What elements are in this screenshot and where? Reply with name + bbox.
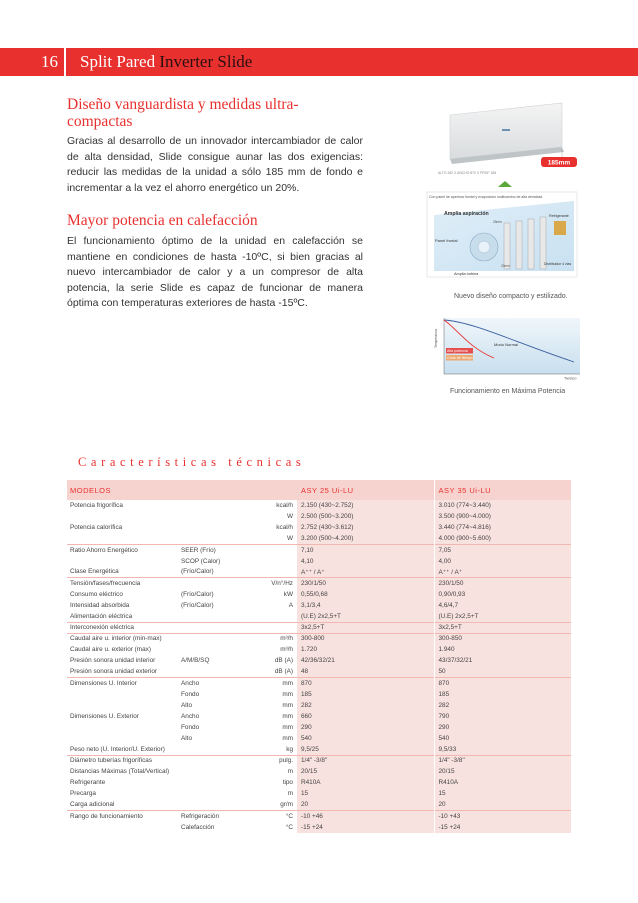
- spec-value-model2: -10 +43: [434, 811, 571, 822]
- spec-value-model2: 20: [434, 800, 571, 811]
- title-part-b: Inverter Slide: [159, 52, 253, 71]
- spec-value-model2: 870: [434, 678, 571, 689]
- high-power-label: Alta potencia: [447, 349, 468, 354]
- spec-value-model1: -15 +24: [297, 822, 434, 833]
- spec-row: [67, 544, 571, 555]
- spec-row: [67, 777, 571, 788]
- spec-row: [67, 655, 571, 666]
- spec-unit: W: [286, 513, 293, 521]
- spec-sublabel: Refrigeración: [179, 811, 239, 822]
- spec-row: [67, 711, 571, 722]
- spec-sublabel: [179, 788, 239, 799]
- dim-b-label: 20mm: [501, 264, 510, 268]
- spec-sublabel: Ancho: [181, 712, 200, 720]
- spec-label: [67, 822, 179, 833]
- spec-value-model1: 9,5/25: [297, 744, 434, 755]
- spec-value-model1: 0,55/0,68: [297, 589, 434, 600]
- spec-label: Caudal aire u. exterior (max): [70, 646, 151, 654]
- spec-label: Rango de funcionamiento: [67, 811, 179, 822]
- specs-table: [67, 480, 571, 833]
- page-title: [80, 48, 252, 76]
- spec-unit: dB (A): [274, 657, 293, 665]
- coil-1: [504, 223, 510, 269]
- spec-sublabel: [179, 622, 239, 633]
- spec-label: Caudal aire u. interior (min-max): [67, 633, 179, 644]
- spec-unit: kcal/h: [276, 524, 293, 532]
- spec-label: Potencia frigorífica: [70, 502, 123, 510]
- spec-unit: tipo: [282, 779, 293, 787]
- spec-value-model2: 4,00: [434, 555, 571, 566]
- spec-unit: kW: [283, 590, 293, 598]
- spec-row: [67, 678, 571, 689]
- spec-value-model1: 15: [297, 788, 434, 799]
- spec-value-model2: 230/1/50: [434, 578, 571, 589]
- spec-label: Alimentación eléctrica: [70, 612, 133, 620]
- spec-value-model1: (U.E) 2x2,5+T: [297, 611, 434, 622]
- spec-unit: mm: [282, 701, 293, 709]
- spec-value-model2: A⁺⁺ / A⁺: [434, 567, 571, 578]
- spec-value-model2: 7,05: [434, 544, 571, 555]
- spec-value-model2: 9,5/33: [434, 744, 571, 755]
- spec-value-model1: 1/4" -3/8": [297, 755, 434, 766]
- spec-sublabel: (Frío/Calor): [181, 601, 214, 609]
- spec-sublabel: Ancho: [179, 678, 239, 689]
- spec-unit: mm: [282, 712, 293, 720]
- spec-value-model1: 48: [297, 666, 434, 677]
- spec-unit: mm: [282, 690, 293, 698]
- section1-heading-line2: compactas: [67, 113, 133, 130]
- spec-label: [67, 555, 179, 566]
- spec-unit: pulg.: [239, 755, 297, 766]
- spec-label: Dimensiones U. Interior: [67, 678, 179, 689]
- spec-value-model1: 4,10: [297, 555, 434, 566]
- spec-value-model2: 3x2,5+T: [434, 622, 571, 633]
- spec-sublabel: (Frío/Calor): [181, 568, 214, 576]
- models-label: MODELOS: [67, 480, 297, 500]
- spec-row: [67, 600, 571, 611]
- spec-label: [67, 511, 179, 522]
- spec-sublabel: [179, 511, 239, 522]
- spec-row: [67, 500, 571, 511]
- spec-label: [67, 722, 179, 733]
- spec-row: [67, 788, 571, 799]
- section1-paragraph: Gracias al desarrollo de un innovador intercambiador de calor de alta densidad, Slide consigue aunar las dos exigencias: reducir las medidas de la unidad a sólo 185 mm de fondo e incrementar a la vez el ahorro energético un 20%.: [67, 135, 363, 194]
- spec-unit: m³/h: [280, 646, 293, 654]
- spec-value-model1: 540: [297, 733, 434, 744]
- spec-unit: gr/m: [280, 801, 293, 809]
- spec-value-model1: 2.500 (500~3.200): [297, 511, 434, 522]
- spec-row: [67, 733, 571, 744]
- spec-label: [67, 733, 179, 744]
- spec-row: [67, 822, 571, 833]
- specs-header-row: [67, 480, 571, 500]
- spec-unit: [239, 544, 297, 555]
- spec-row: [67, 611, 571, 622]
- spec-value-model2: 300-850: [434, 633, 571, 644]
- spec-value-model2: 1/4" -3/8": [434, 755, 571, 766]
- distributor-label: Distribuidor 4 vías: [544, 262, 572, 266]
- spec-value-model1: R410A: [297, 777, 434, 788]
- spec-label: Ratio Ahorro Energético: [67, 544, 179, 555]
- spec-value-model1: 185: [297, 689, 434, 700]
- coil-3: [528, 219, 534, 269]
- spec-row: [67, 744, 571, 755]
- spec-row: [67, 578, 571, 589]
- spec-value-model2: 3.500 (900~4.000): [434, 511, 571, 522]
- spec-label: Distancias Máximas (Total/Vertical): [70, 768, 170, 776]
- spec-value-model2: 3.440 (774~4.816): [434, 522, 571, 533]
- spec-unit: [239, 611, 297, 622]
- temperature-chart: [434, 318, 580, 380]
- figure2-caption: Funcionamiento en Máxima Potencia: [450, 388, 566, 395]
- spec-value-model2: 20/15: [434, 766, 571, 777]
- spec-sublabel: Fondo: [181, 723, 200, 731]
- spec-label: Tensión/fases/frecuencia: [67, 578, 179, 589]
- spec-value-model2: 1.940: [434, 644, 571, 655]
- spec-row: [67, 766, 571, 777]
- spec-unit: mm: [239, 678, 297, 689]
- spec-value-model1: -10 +46: [297, 811, 434, 822]
- spec-sublabel: [179, 500, 239, 511]
- spec-row: [67, 644, 571, 655]
- spec-sublabel: A/M/B/SQ: [181, 657, 210, 665]
- spec-unit: m: [287, 768, 293, 776]
- spec-sublabel: [179, 766, 239, 777]
- spec-value-model1: 20: [297, 800, 434, 811]
- spec-sublabel: [179, 744, 239, 755]
- spec-sublabel: [179, 777, 239, 788]
- spec-sublabel: [179, 800, 239, 811]
- spec-value-model1: 290: [297, 722, 434, 733]
- spec-row: [67, 811, 571, 822]
- spec-value-model2: 790: [434, 711, 571, 722]
- spec-sublabel: Alto: [181, 701, 193, 709]
- spec-row: [67, 567, 571, 578]
- spec-row: [67, 755, 571, 766]
- spec-unit: [239, 567, 297, 578]
- spec-value-model1: 3.200 (500~4.200): [297, 533, 434, 544]
- spec-sublabel: [179, 633, 239, 644]
- page-number: 16: [35, 48, 66, 76]
- spec-unit: kcal/h: [276, 502, 293, 510]
- spec-value-model1: A⁺⁺ / A⁺: [297, 567, 434, 578]
- turbine-label: Amplia turbina: [454, 272, 479, 276]
- spec-label: Peso neto (U. Interior/U. Exterior): [70, 745, 165, 753]
- spec-unit: kg: [286, 745, 293, 753]
- spec-row: [67, 511, 571, 522]
- spec-value-model1: 42/36/32/21: [297, 655, 434, 666]
- specs-title: Características técnicas: [78, 455, 306, 469]
- spec-value-model1: 3x2,5+T: [297, 622, 434, 633]
- spec-sublabel: [179, 666, 239, 677]
- spec-label: Diámetro tuberías frigoríficas: [67, 755, 179, 766]
- spec-label: Clase Energética: [70, 568, 119, 576]
- spec-sublabel: [179, 522, 239, 533]
- spec-label: Carga adicional: [70, 801, 115, 809]
- spec-row: [67, 800, 571, 811]
- spec-row: [67, 722, 571, 733]
- spec-sublabel: SEER (Frío): [179, 544, 239, 555]
- product-figure: [424, 95, 580, 305]
- spec-label: [67, 700, 179, 711]
- spec-unit: °C: [285, 823, 293, 831]
- spec-unit: [239, 555, 297, 566]
- spec-label: [67, 533, 179, 544]
- section2-heading: Mayor potencia en calefacción: [67, 212, 258, 229]
- spec-row: [67, 633, 571, 644]
- spec-unit: A: [288, 601, 293, 609]
- spec-value-model2: -15 +24: [434, 822, 571, 833]
- spec-value-model1: 282: [297, 700, 434, 711]
- spec-label: Presión sonora unidad interior: [70, 657, 156, 665]
- spec-row: [67, 555, 571, 566]
- spec-label: Consumo eléctrico: [70, 590, 123, 598]
- spec-unit: m³/h: [239, 633, 297, 644]
- spec-sublabel: Alto: [181, 735, 193, 743]
- model2-name: ASY 35 Ui-LU: [434, 480, 571, 500]
- spec-value-model1: 2.150 (430~2.752): [297, 500, 434, 511]
- header-bar: [0, 48, 638, 76]
- spec-value-model2: 43/37/32/21: [434, 655, 571, 666]
- spec-unit: V/n°/Hz: [239, 578, 297, 589]
- dim-a-label: 25mm: [493, 220, 502, 224]
- spec-row: [67, 533, 571, 544]
- section1-heading: [67, 96, 299, 130]
- spec-sublabel: [179, 578, 239, 589]
- wide-intake-label: Amplia aspiración: [444, 211, 489, 217]
- spec-sublabel: [179, 644, 239, 655]
- spec-sublabel: Fondo: [181, 690, 200, 698]
- spec-value-model1: 300-800: [297, 633, 434, 644]
- spec-row: [67, 666, 571, 677]
- front-panel-label: Panel frontal: [435, 238, 458, 243]
- y-axis-label: Temperatura: [434, 328, 438, 348]
- model1-name: ASY 25 Ui-LU: [297, 480, 434, 500]
- spec-value-model2: 185: [434, 689, 571, 700]
- green-arrow-icon: [498, 181, 512, 187]
- spec-row: [67, 700, 571, 711]
- distributor-icon: [554, 221, 566, 235]
- spec-row: [67, 522, 571, 533]
- spec-value-model2: 3.010 (774~3.440): [434, 500, 571, 511]
- spec-row: [67, 622, 571, 633]
- spec-label: Refrigerante: [70, 779, 106, 787]
- spec-sublabel: [179, 611, 239, 622]
- product-illustration: [424, 95, 580, 305]
- spec-value-model2: 282: [434, 700, 571, 711]
- diagram-note: Con panel de apertura frontal y evaporador multicamino de alta densidad.: [429, 195, 544, 199]
- spec-value-model2: 0,90/0,93: [434, 589, 571, 600]
- depth-badge-text: 185mm: [547, 159, 571, 167]
- spec-value-model2: 290: [434, 722, 571, 733]
- title-part-a: Split Pared: [80, 52, 160, 71]
- coil-2: [516, 221, 522, 269]
- dimensions-small-label: ALTO 262 X ANCHO 870 X PROF 185: [438, 171, 497, 175]
- spec-label: Presión sonora unidad exterior: [70, 668, 158, 676]
- spec-value-model2: 4,6/4,7: [434, 600, 571, 611]
- spec-unit: mm: [282, 735, 293, 743]
- spec-value-model1: 20/15: [297, 766, 434, 777]
- spec-value-model1: 1.720: [297, 644, 434, 655]
- spec-label: Dimensiones U. Exterior: [70, 712, 139, 720]
- spec-value-model1: 230/1/50: [297, 578, 434, 589]
- spec-value-model1: 3,1/3,4: [297, 600, 434, 611]
- spec-value-model1: 7,10: [297, 544, 434, 555]
- x-axis-label: Tiempo: [564, 376, 577, 380]
- spec-row: [67, 689, 571, 700]
- spec-value-model2: (U.E) 2x2,5+T: [434, 611, 571, 622]
- spec-value-model2: 50: [434, 666, 571, 677]
- spec-unit: mm: [282, 723, 293, 731]
- spec-unit: [239, 622, 297, 633]
- spec-unit: °C: [239, 811, 297, 822]
- spec-unit: m: [287, 790, 293, 798]
- spec-value-model1: 660: [297, 711, 434, 722]
- spec-unit: dB (A): [274, 668, 293, 676]
- spec-label: Intensidad absorbida: [70, 601, 130, 609]
- spec-label: [67, 689, 179, 700]
- spec-value-model2: 15: [434, 788, 571, 799]
- spec-unit: W: [286, 535, 293, 543]
- figure1-caption: Nuevo diseño compacto y estilizado.: [454, 293, 568, 300]
- unit-logo: [502, 129, 510, 131]
- spec-sublabel: Calefacción: [181, 823, 215, 831]
- spec-value-model2: 540: [434, 733, 571, 744]
- spec-sublabel: (Frío/Calor): [181, 590, 214, 598]
- spec-value-model1: 2.752 (430~3.612): [297, 522, 434, 533]
- spec-sublabel: [179, 755, 239, 766]
- spec-label: Interconexión eléctrica: [67, 622, 179, 633]
- spec-row: [67, 589, 571, 600]
- section2-paragraph: El funcionamiento óptimo de la unidad en calefacción se mantiene en condiciones de hasta -10ºC, si bien gracias al nuevo intercambiador de calor y a un compresor de alta potencia, la serie Slide es capaz de funcionar de manera óptima con temperaturas exteriores de hasta -15ºC.: [67, 235, 363, 310]
- spec-sublabel: [179, 533, 239, 544]
- spec-label: Precarga: [70, 790, 96, 798]
- normal-mode-label: Modo Normal: [494, 342, 519, 347]
- spec-label: Potencia calorífica: [70, 524, 123, 532]
- spec-value-model1: 870: [297, 678, 434, 689]
- refrigerant-label: Refrigerante: [549, 214, 569, 218]
- spec-value-model2: 4.000 (900~5.600): [434, 533, 571, 544]
- section1-heading-line1: Diseño vanguardista y medidas ultra-: [67, 96, 299, 113]
- spec-sublabel: SCOP (Calor): [181, 557, 221, 565]
- short-time-label: Corto de tiempo: [447, 356, 473, 361]
- spec-value-model2: R410A: [434, 777, 571, 788]
